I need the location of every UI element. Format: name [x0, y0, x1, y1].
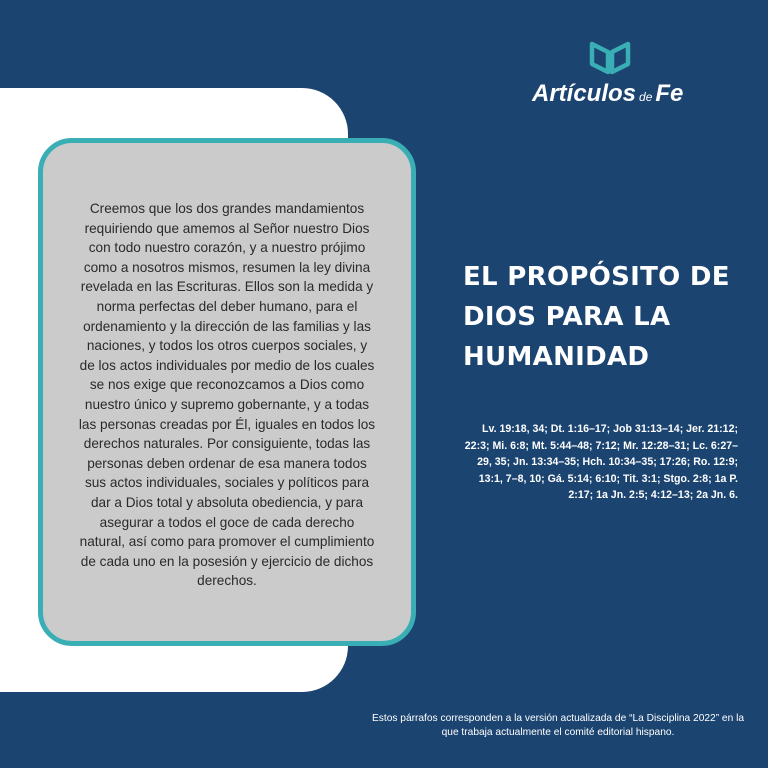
page-title: EL PROPÓSITO DE DIOS PARA LA HUMANIDAD [463, 262, 730, 372]
article-body: Creemos que los dos grandes mandamientos requiriendo que amemos al Señor nuestro Dios con todo nuestro corazón, y a nuestro prójimo como a nosotros mismos, resumen la ley divina revelada en las Escrituras. Ellos son la medida y norma perfectas del deber humano, para el ordenamiento y la dirección de las familias y las naciones, y todos los otros cuerpos sociales, y de los actos individuales por medio de los cuales se nos exige que reconozcamos a Dios como nuestro único y supremo gobernante, y a todas las personas creadas por Él, iguales en todos los derechos naturales. Por consiguiente, todas las personas deben ordenar de esa manera todos sus actos individuales, sociales y políticos para dar a Dios total y absoluta obediencia, y para asegurar a todos el goce de cada derecho natural, así como para promover el cumplimiento de cada uno en la posesión y ejercicio de dichos derechos. [78, 201, 376, 589]
article-card [38, 138, 416, 646]
footer-note: Estos párrafos corresponden a la versión actualizada de “La Disciplina 2022” en la que trabaja actualmente el comité editorial hispano. [371, 713, 745, 739]
open-book-icon [588, 38, 632, 76]
scripture-references: Lv. 19:18, 34; Dt. 1:16–17; Job 31:13–14; Jer. 21:12; 22:3; Mi. 6:8; Mt. 5:44–48; 7:12; Mr. 12:28–31; Lc. 6:27–29, 35; Jn. 13:34–35; Hch. 10:34–35; 17:26; Ro. 12:9; 13:1, 7–8, 10; Gá. 5:14; 6:10; Tit. 3:1; Stgo. 2:8; 1a P. 2:17; 1a Jn. 2:5; 4:12–13; 2a Jn. 6. [464, 423, 738, 502]
brand-name-part1: Artículos [532, 80, 637, 107]
brand-name [532, 80, 702, 108]
brand-logo [532, 36, 702, 108]
brand-name-part3: Fe [655, 80, 684, 107]
brand-name-part2: de [639, 90, 653, 104]
